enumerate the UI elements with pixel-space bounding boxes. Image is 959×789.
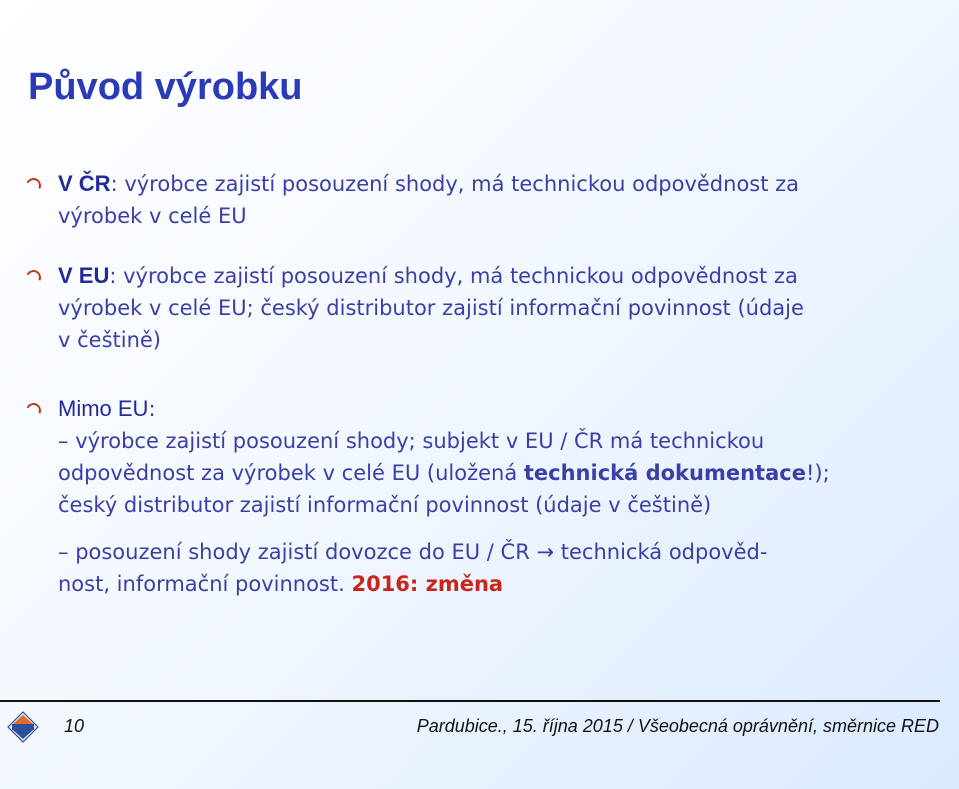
footer-text: Pardubice., 15. října 2015 / Všeobecná oprávnění, směrnice RED: [416, 716, 939, 736]
footer-divider: [0, 700, 940, 702]
page-number: 10: [64, 716, 85, 736]
highlight-tech-doc: technická dokumentace: [523, 461, 806, 485]
bullet-text: v češtině): [58, 328, 162, 352]
dash-glyph: –: [58, 429, 69, 453]
bullet-text: výrobek v celé EU: [58, 204, 247, 228]
bullet-icon: [24, 268, 43, 287]
sub-item-text: český distributor zajistí informační povinnost (údaje v češtině): [58, 493, 712, 517]
sub-item-text: nost, informační povinnost.: [58, 572, 352, 596]
bullet-label: V ČR: [58, 171, 111, 196]
bullet-icon: [24, 401, 43, 420]
bullet-text: :: [148, 397, 156, 421]
bullet-icon: [24, 176, 43, 195]
sub-item-1: [58, 425, 938, 521]
sub-item-text: !);: [805, 461, 830, 485]
bullet-text: výrobek v celé EU; český distributor zajistí informační povinnost (údaje: [58, 296, 804, 320]
ctu-logo-icon: [6, 710, 40, 744]
sub-item-2: [58, 536, 938, 600]
bullet-label: Mimo EU: [58, 396, 149, 421]
bullet-label: V EU: [58, 263, 110, 288]
bullet-text: : výrobce zajistí posouzení shody, má technickou odpovědnost za: [110, 172, 800, 196]
dash-glyph: –: [58, 540, 69, 564]
arrow-right-icon: →: [536, 540, 555, 564]
highlight-2016-change: 2016: změna: [351, 572, 504, 596]
sub-item-text: výrobce zajistí posouzení shody; subjekt v EU / ČR má technickou: [75, 429, 765, 453]
page-title: Původ výrobku: [28, 66, 303, 108]
sub-item-text: odpovědnost za výrobek v celé EU (uložená: [58, 461, 524, 485]
sub-item-text: posouzení shody zajistí dovozce do EU / ČR: [75, 540, 530, 564]
bullet-text: : výrobce zajistí posouzení shody, má technickou odpovědnost za: [109, 264, 798, 288]
sub-item-text: technická odpověd-: [560, 540, 768, 564]
